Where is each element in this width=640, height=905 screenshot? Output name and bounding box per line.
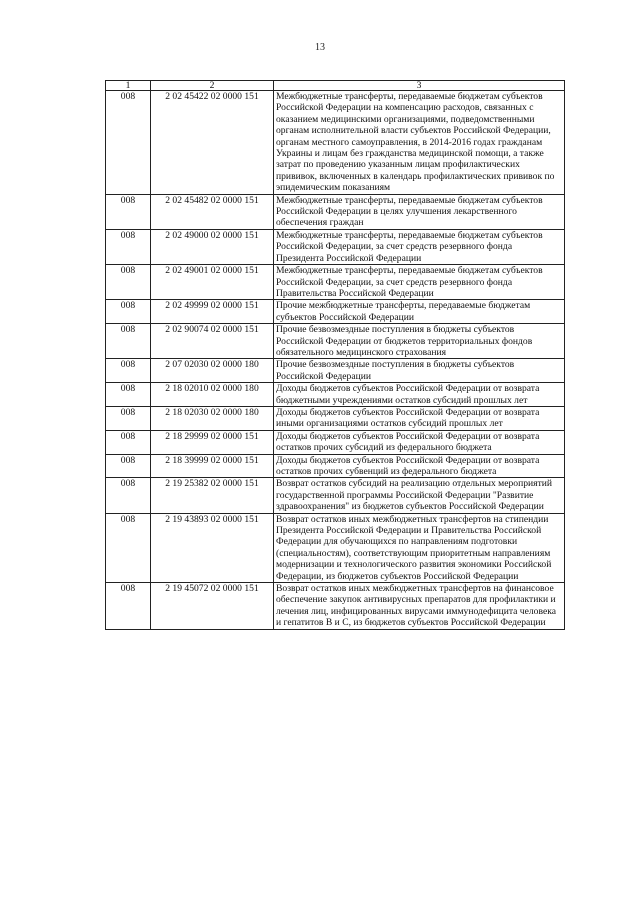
description-cell: Доходы бюджетов субъектов Российской Федерации от возврата бюджетными учреждениями остатков субсидий прошлых лет	[274, 383, 565, 407]
table-row	[106, 91, 565, 195]
table-row	[106, 359, 565, 383]
budget-code-cell: 2 02 45422 02 0000 151	[151, 91, 274, 195]
table-row	[106, 478, 565, 513]
description-cell: Доходы бюджетов субъектов Российской Федерации от возврата иными организациями остатков субсидий прошлых лет	[274, 406, 565, 430]
budget-code-cell: 2 02 45482 02 0000 151	[151, 194, 274, 229]
description-cell: Возврат остатков иных межбюджетных трансфертов на финансовое обеспечение закупок антивирусных препаратов для профилактики и лечения лиц, инфицированных вирусами иммунодефицита человека и гепатитов В и С, из бюджетов субъектов Российской Федерации	[274, 583, 565, 630]
description-cell: Прочие безвозмездные поступления в бюджеты субъектов Российской Федерации	[274, 359, 565, 383]
budget-code-cell: 2 18 29999 02 0000 151	[151, 430, 274, 454]
admin-code-cell: 008	[106, 324, 151, 359]
admin-code-cell: 008	[106, 91, 151, 195]
budget-code-cell: 2 02 49000 02 0000 151	[151, 229, 274, 264]
description-cell: Межбюджетные трансферты, передаваемые бюджетам субъектов Российской Федерации, за счет средств резервного фонда Президента Российской Федерации	[274, 229, 565, 264]
table-row	[106, 454, 565, 478]
budget-code-cell: 2 18 02010 02 0000 180	[151, 383, 274, 407]
admin-code-cell: 008	[106, 229, 151, 264]
description-cell: Возврат остатков субсидий на реализацию отдельных мероприятий государственной программы Российской Федерации "Развитие здравоохранения" из бюджетов субъектов Российской Федерации	[274, 478, 565, 513]
admin-code-cell: 008	[106, 454, 151, 478]
table-row	[106, 300, 565, 324]
column-header-2: 2	[151, 81, 274, 91]
table-row	[106, 229, 565, 264]
description-cell: Межбюджетные трансферты, передаваемые бюджетам субъектов Российской Федерации в целях улучшения лекарственного обеспечения граждан	[274, 194, 565, 229]
column-header-1: 1	[106, 81, 151, 91]
admin-code-cell: 008	[106, 300, 151, 324]
admin-code-cell: 008	[106, 478, 151, 513]
table-row	[106, 194, 565, 229]
table-row	[106, 324, 565, 359]
admin-code-cell: 008	[106, 265, 151, 300]
column-header-3: 3	[274, 81, 565, 91]
description-cell: Межбюджетные трансферты, передаваемые бюджетам субъектов Российской Федерации, за счет средств резервного фонда Правительства Российской Федерации	[274, 265, 565, 300]
budget-classification-table	[105, 80, 565, 630]
description-cell: Доходы бюджетов субъектов Российской Федерации от возврата остатков прочих субвенций из федерального бюджета	[274, 454, 565, 478]
admin-code-cell: 008	[106, 406, 151, 430]
description-cell: Доходы бюджетов субъектов Российской Федерации от возврата остатков прочих субсидий из федерального бюджета	[274, 430, 565, 454]
admin-code-cell: 008	[106, 430, 151, 454]
budget-code-cell: 2 19 43893 02 0000 151	[151, 513, 274, 582]
description-cell: Межбюджетные трансферты, передаваемые бюджетам субъектов Российской Федерации на компенсацию расходов, связанных с оказанием медицинскими организациями, подведомственными органам исполнительной власти субъектов Российской Федерации, органам местного самоуправления, в 2014-2016 годах гражданам Украины и лицам без гражданства медицинской помощи, а также затрат по проведению указанным лицам профилактических прививок, включенных в календарь профилактических прививок по эпидемическим показаниям	[274, 91, 565, 195]
table-row	[106, 406, 565, 430]
description-cell: Прочие безвозмездные поступления в бюджеты субъектов Российской Федерации от бюджетов территориальных фондов обязательного медицинского страхования	[274, 324, 565, 359]
budget-code-cell: 2 07 02030 02 0000 180	[151, 359, 274, 383]
budget-code-cell: 2 02 49999 02 0000 151	[151, 300, 274, 324]
description-cell: Возврат остатков иных межбюджетных трансфертов на стипендии Президента Российской Федерации и Правительства Российской Федерации для обучающихся по направлениям подготовки (специальностям), соответствующим приоритетным направлениям модернизации и технологического развития экономики Российской Федерации, из бюджетов субъектов Российской Федерации	[274, 513, 565, 582]
table-row	[106, 583, 565, 630]
table-row	[106, 513, 565, 582]
budget-code-cell: 2 19 45072 02 0000 151	[151, 583, 274, 630]
budget-code-cell: 2 02 90074 02 0000 151	[151, 324, 274, 359]
admin-code-cell: 008	[106, 583, 151, 630]
budget-code-cell: 2 18 02030 02 0000 180	[151, 406, 274, 430]
admin-code-cell: 008	[106, 513, 151, 582]
budget-code-cell: 2 19 25382 02 0000 151	[151, 478, 274, 513]
budget-code-cell: 2 18 39999 02 0000 151	[151, 454, 274, 478]
table-row	[106, 430, 565, 454]
page-number: 13	[315, 42, 325, 53]
table-row	[106, 265, 565, 300]
admin-code-cell: 008	[106, 383, 151, 407]
admin-code-cell: 008	[106, 359, 151, 383]
budget-code-cell: 2 02 49001 02 0000 151	[151, 265, 274, 300]
table-row	[106, 383, 565, 407]
description-cell: Прочие межбюджетные трансферты, передаваемые бюджетам субъектов Российской Федерации	[274, 300, 565, 324]
table-header-row	[106, 81, 565, 91]
admin-code-cell: 008	[106, 194, 151, 229]
